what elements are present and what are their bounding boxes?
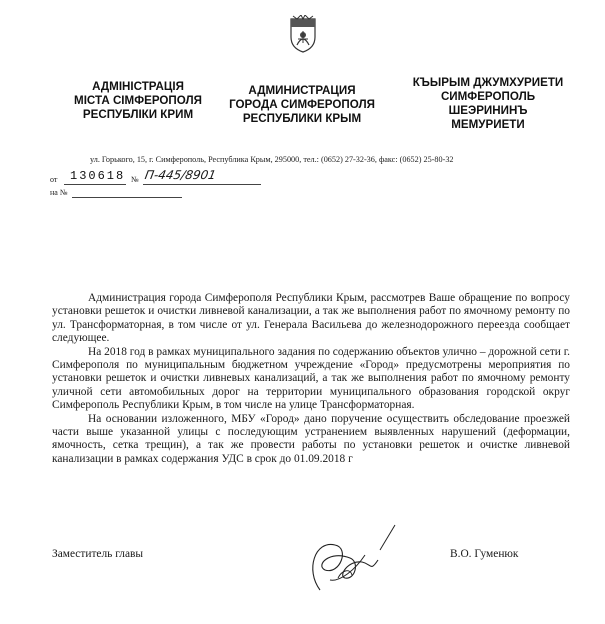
signatory-position: Заместитель главы bbox=[52, 548, 144, 560]
header-line: РЕСПУБЛИКИ КРЫМ bbox=[242, 112, 362, 125]
body-paragraph: На 2018 год в рамках муниципального задания по содержанию объектов улично – дорожной сети г. Симферополя по муниципальным бюджетном учреждение «Город» предусмотрены мероприятия по установки решеток и очистки ливневых канализаций, а так же выполнения работ по ямочному ремонту уличной сети автомобильных дорог на территории муниципального образования городской округ Симферополь Республики Крым, в том числе на улице Трансформаторная. bbox=[52, 345, 570, 412]
registration-date: 130618 bbox=[70, 169, 126, 183]
body-paragraph: Администрация города Симферополя Республики Крым, рассмотрев Ваше обращение по вопросу установки решеток и очистки ливневой канализации, а так же выполнения работ по ямочному ремонту по ул. Трансформаторная, в том числе от ул. Генерала Васильева до железнодорожного переезда сообщает следующее. bbox=[52, 292, 570, 345]
registration-number-line bbox=[143, 184, 261, 185]
header-line: МІСТА СІМФЕРОПОЛЯ bbox=[74, 94, 202, 107]
registration-date-line bbox=[64, 184, 126, 185]
header-line: СИМФЕРОПОЛЬ bbox=[440, 90, 536, 103]
header-line: КЪЫРЫМ ДЖУМХУРИЕТИ bbox=[412, 76, 564, 89]
signatory-name: В.О. Гуменюк bbox=[450, 548, 519, 560]
address-line: ул. Горького, 15, г. Симферополь, Республика Крым, 295000, тел.: (0652) 27-32-36, факс: (0652) 25-80-32 bbox=[90, 155, 454, 164]
header-line: ГОРОДА СИМФЕРОПОЛЯ bbox=[229, 98, 375, 111]
header-ukrainian bbox=[58, 80, 218, 122]
registration-reply-line bbox=[72, 197, 182, 198]
redacted-recipient-block bbox=[380, 185, 565, 270]
handwritten-signature bbox=[300, 520, 410, 600]
header-line: РЕСПУБЛІКИ КРИМ bbox=[82, 108, 194, 121]
registration-in-reply-label: на № bbox=[50, 188, 68, 197]
coat-of-arms-icon bbox=[289, 15, 317, 53]
header-russian bbox=[222, 84, 382, 126]
registration-from-label: от bbox=[50, 175, 58, 184]
header-line: МЕМУРИЕТИ bbox=[451, 118, 525, 131]
header-line: АДМИНИСТРАЦИЯ bbox=[248, 84, 356, 97]
header-line: АДМІНІСТРАЦІЯ bbox=[92, 80, 184, 93]
header-crimean-tatar bbox=[398, 76, 578, 132]
registration-number-label: № bbox=[131, 175, 139, 184]
registration-number: П-445/8901 bbox=[143, 168, 218, 182]
body-paragraph: На основании изложенного, МБУ «Город» дано поручение осуществить обследование проезжей части выше указанной улицы с последующим устранением выявленных нарушений (деформации, ямочность, сетка трещин), а так же провести работы по установки решеток и очистке ливневой канализации в рамках содержания УДС в срок до 01.09.2018 г bbox=[52, 412, 570, 465]
header-line: ШЕЭРИНИНЪ bbox=[448, 104, 528, 117]
letter-body bbox=[52, 292, 570, 466]
